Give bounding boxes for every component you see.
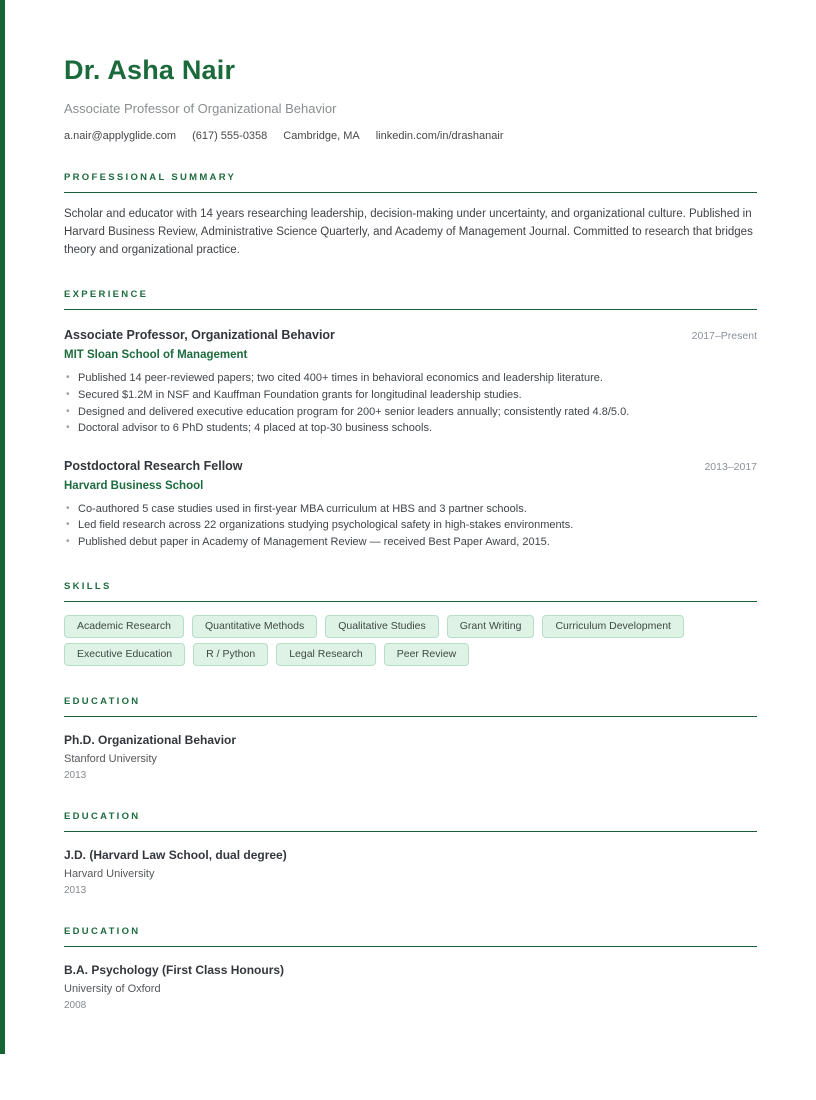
education-year: 2008 [64, 999, 87, 1011]
section-skills [64, 581, 757, 666]
education-school: Harvard University [64, 867, 155, 880]
job-bullet: • Co-authored 5 case studies used in first-year MBA curriculum at HBS and 3 partner schools. [64, 501, 757, 518]
job-organization: Harvard Business School [64, 479, 204, 492]
contact-item: linkedin.com/in/drashanair [375, 130, 504, 143]
experience-heading: EXPERIENCE [64, 289, 757, 310]
skill-chip: Quantitative Methods [192, 615, 317, 638]
education-degree: J.D. (Harvard Law School, dual degree) [64, 847, 287, 862]
skill-chip: Peer Review [384, 643, 470, 666]
skill-chip: Executive Education [64, 643, 185, 666]
education-heading: EDUCATION [64, 811, 757, 832]
job-bullet: • Published 14 peer-reviewed papers; two cited 400+ times in behavioral economics and leadership literature. [64, 370, 757, 387]
professional-summary-heading: PROFESSIONAL SUMMARY [64, 172, 757, 193]
contact-item: (617) 555-0358 [192, 130, 268, 143]
education-sections [64, 696, 757, 1011]
skill-chip: Curriculum Development [542, 615, 684, 638]
job-bullet: • Published debut paper in Academy of Management Review — received Best Paper Award, 2015. [64, 534, 757, 551]
skills-chip-list [64, 615, 757, 666]
contact-item: Cambridge, MA [283, 130, 360, 143]
education-degree: B.A. Psychology (First Class Honours) [64, 962, 285, 977]
education-school: Stanford University [64, 752, 157, 765]
experience-entry-header [64, 459, 757, 473]
job-title: Associate Professor, Organizational Behavior [64, 328, 335, 343]
experience-list [64, 328, 757, 550]
experience-entry [64, 459, 757, 551]
education-school: University of Oxford [64, 982, 161, 995]
education-heading: EDUCATION [64, 696, 757, 717]
job-bullet-list [64, 501, 757, 551]
job-bullet: • Secured $1.2M in NSF and Kauffman Foundation grants for longitudinal leadership studies. [64, 387, 757, 404]
skill-chip: Grant Writing [447, 615, 535, 638]
job-bullet-list [64, 370, 757, 436]
left-accent-bar [0, 0, 5, 1054]
section-education [64, 926, 757, 1011]
job-bullet: • Designed and delivered executive education program for 200+ senior leaders annually; consistently rated 4.8/5.0. [64, 404, 757, 421]
professional-summary-text: Scholar and educator with 14 years researching leadership, decision-making under uncertainty, and organizational culture. Published in Harvard Business Review, Administrative Science Quarterly, and Academy of Management Journal. Committed to research that bridges theory and organizational practice. [64, 208, 753, 257]
skill-chip: Academic Research [64, 615, 184, 638]
resume-header [64, 56, 757, 142]
skill-chip: Legal Research [276, 643, 376, 666]
job-bullet: • Led field research across 22 organizations studying psychological safety in high-stakes environments. [64, 517, 757, 534]
person-title: Associate Professor of Organizational Behavior [64, 101, 337, 117]
education-year: 2013 [64, 884, 87, 896]
person-name: Dr. Asha Nair [64, 55, 236, 85]
section-professional-summary [64, 172, 757, 259]
experience-entry [64, 328, 757, 436]
education-heading: EDUCATION [64, 926, 757, 947]
experience-entry-header [64, 328, 757, 342]
section-education [64, 811, 757, 896]
education-degree: Ph.D. Organizational Behavior [64, 732, 237, 747]
contact-row [64, 130, 757, 142]
section-education [64, 696, 757, 781]
skill-chip: R / Python [193, 643, 268, 666]
job-dates: 2013–2017 [704, 460, 757, 473]
job-title: Postdoctoral Research Fellow [64, 458, 243, 473]
skill-chip: Qualitative Studies [325, 615, 439, 638]
job-bullet: • Doctoral advisor to 6 PhD students; 4 placed at top-30 business schools. [64, 420, 757, 437]
section-experience [64, 289, 757, 550]
education-year: 2013 [64, 769, 87, 781]
skills-heading: SKILLS [64, 581, 757, 602]
job-organization: MIT Sloan School of Management [64, 349, 248, 362]
contact-item: a.nair@applyglide.com [64, 130, 177, 143]
job-dates: 2017–Present [691, 330, 757, 343]
